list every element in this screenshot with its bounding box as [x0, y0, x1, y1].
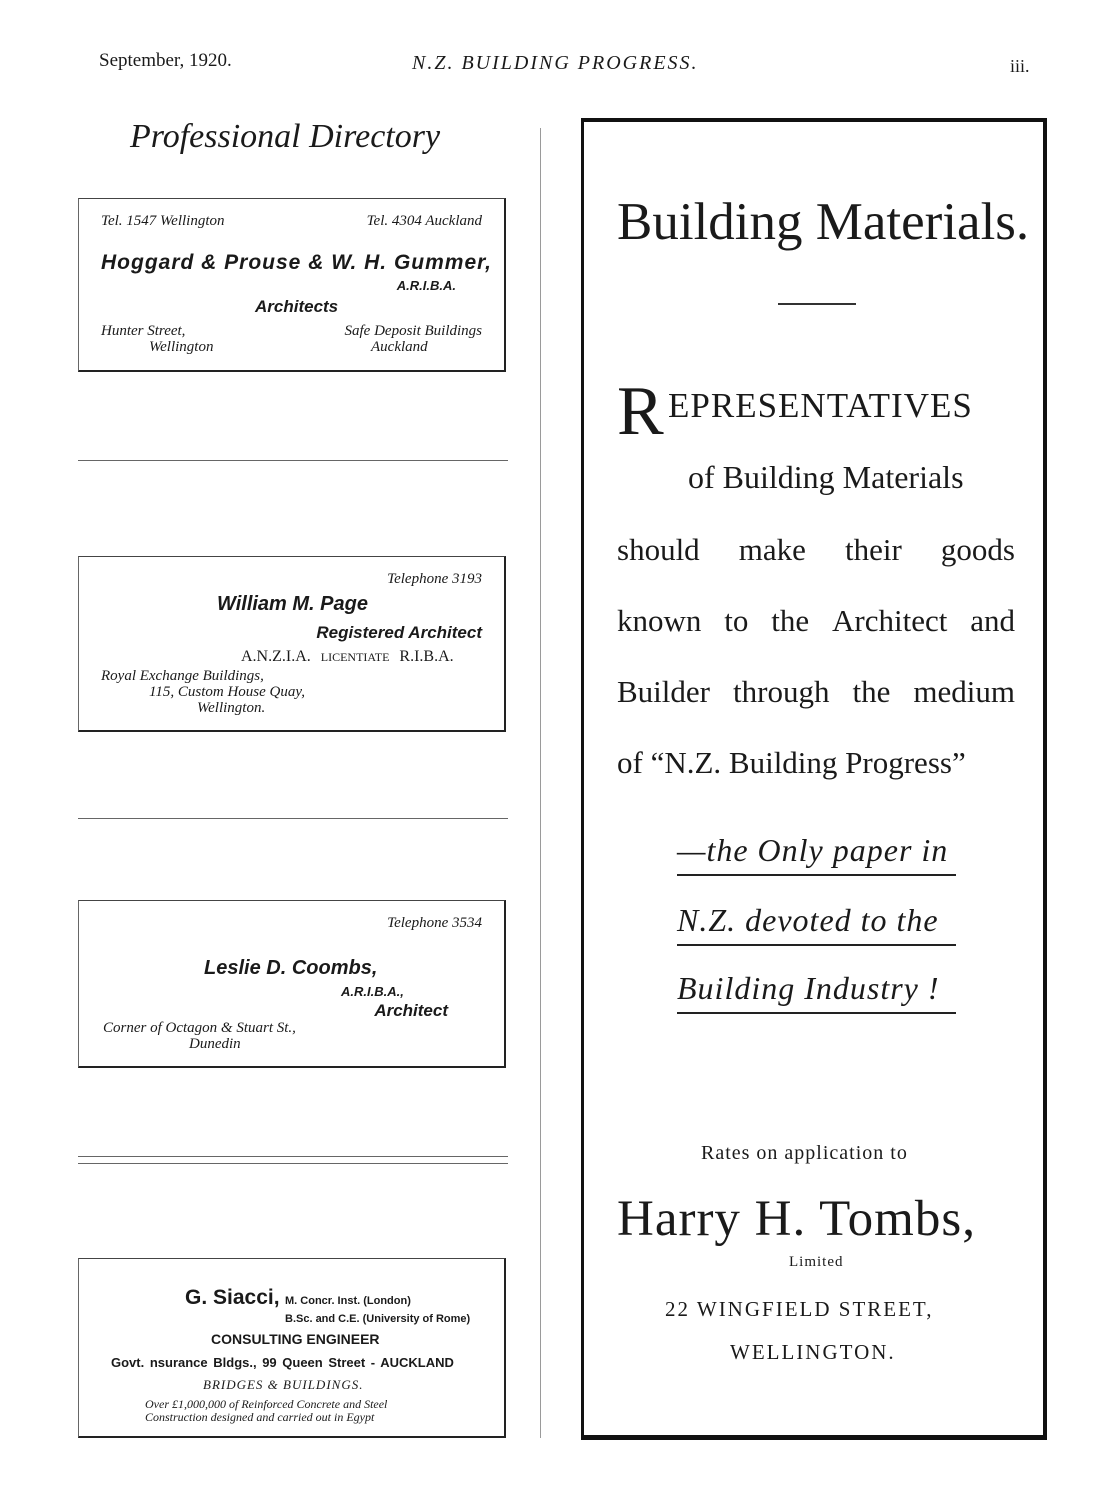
- directory-separator: [78, 460, 508, 461]
- entry-qualification: A.R.I.B.A.: [396, 278, 456, 293]
- advert-word: their: [845, 532, 902, 567]
- advert-word: and: [970, 603, 1015, 638]
- advert-word: should: [617, 532, 700, 567]
- qual-licentiate: LICENTIATE: [320, 650, 390, 664]
- advert-line: EPRESENTATIVES: [668, 386, 973, 425]
- advert-line: [617, 532, 1015, 568]
- advert-drop-cap: R: [617, 373, 664, 450]
- advert-line: of Building Materials: [688, 459, 964, 495]
- directory-entry-coombs: [78, 900, 506, 1068]
- advert-word: to: [724, 603, 749, 638]
- directory-entry-siacci: [78, 1258, 506, 1438]
- column-divider: [540, 128, 541, 1438]
- entry-qualifications: [241, 648, 454, 666]
- entry-role: CONSULTING ENGINEER: [211, 1331, 380, 1347]
- directory-separator: [78, 1163, 508, 1164]
- advert-rates: Rates on application to: [701, 1142, 908, 1164]
- directory-title: Professional Directory: [130, 118, 441, 155]
- advert-word: known: [617, 603, 702, 638]
- advert-word: make: [738, 532, 806, 567]
- entry-telephone: Telephone 3534: [387, 915, 482, 931]
- entry-note: Construction designed and carried out in Egypt: [145, 1410, 375, 1424]
- entry-tel-wellington: Tel. 1547 Wellington: [101, 213, 225, 229]
- advert-line: [617, 603, 1015, 639]
- directory-separator: [78, 1156, 508, 1157]
- entry-address-line: Royal Exchange Buildings,: [101, 668, 264, 684]
- entry-telephone: Telephone 3193: [387, 571, 482, 587]
- entry-address-line: Wellington: [149, 339, 214, 355]
- tagline-underline: [677, 874, 956, 876]
- advert-address: WELLINGTON.: [730, 1340, 896, 1364]
- qual-riba: R.I.B.A.: [399, 648, 454, 665]
- entry-qualification: B.Sc. and C.E. (University of Rome): [285, 1313, 471, 1325]
- advert-word: the: [852, 674, 891, 709]
- advert-line: of “N.Z. Building Progress”: [617, 745, 966, 780]
- entry-address-line: Corner of Octagon & Stuart St.,: [103, 1020, 296, 1036]
- entry-role: Architect: [374, 1001, 448, 1020]
- entry-address-line: Hunter Street,: [101, 323, 186, 339]
- entry-specialty: BRIDGES & BUILDINGS.: [203, 1377, 364, 1392]
- entry-qualification: A.R.I.B.A.,: [341, 984, 404, 999]
- advert-company-suffix: Limited: [789, 1254, 844, 1270]
- directory-entry-hoggard: [78, 198, 506, 372]
- advert-word: goods: [940, 532, 1015, 567]
- entry-name: G. Siacci,: [185, 1286, 280, 1309]
- advert-tagline: —the Only paper in: [677, 832, 949, 868]
- header-page-number: iii.: [1010, 56, 1030, 76]
- advert-box: [581, 118, 1047, 1440]
- directory-separator: [78, 818, 508, 819]
- qual-anzia: A.N.Z.I.A.: [241, 648, 311, 665]
- advert-tagline: N.Z. devoted to the: [677, 902, 939, 938]
- entry-role: Architects: [255, 297, 339, 316]
- entry-address-line: Safe Deposit Buildings: [344, 323, 482, 339]
- entry-address-line: Auckland: [371, 339, 428, 355]
- advert-tagline: Building Industry !: [677, 970, 940, 1006]
- advert-word: Builder: [617, 674, 710, 709]
- advert-line: [617, 674, 1015, 710]
- entry-address-line: 115, Custom House Quay,: [149, 684, 305, 700]
- header-publication: N.Z. BUILDING PROGRESS.: [412, 52, 699, 74]
- directory-entry-page: [78, 556, 506, 732]
- entry-name: Leslie D. Coombs,: [204, 957, 378, 979]
- advert-company: Harry H. Tombs,: [617, 1191, 976, 1247]
- tagline-underline: [677, 1012, 956, 1014]
- entry-name: William M. Page: [217, 593, 368, 615]
- advert-word: Architect: [832, 603, 948, 638]
- entry-address: Govt. nsurance Bldgs., 99 Queen Street - AUCKLAND: [111, 1355, 454, 1370]
- entry-role: Registered Architect: [316, 623, 482, 642]
- entry-address-line: Wellington.: [197, 700, 266, 716]
- tagline-underline: [677, 944, 956, 946]
- advert-heading: Building Materials.: [617, 193, 1030, 251]
- entry-qualification: M. Concr. Inst. (London): [285, 1295, 411, 1307]
- entry-name: Hoggard & Prouse & W. H. Gummer,: [101, 251, 492, 274]
- entry-tel-auckland: Tel. 4304 Auckland: [366, 213, 482, 229]
- advert-word: through: [733, 674, 830, 709]
- advert-word: the: [771, 603, 810, 638]
- advert-address: 22 WINGFIELD STREET,: [665, 1297, 934, 1321]
- advert-word: medium: [913, 674, 1015, 709]
- entry-note: Over £1,000,000 of Reinforced Concrete and Steel: [145, 1397, 388, 1411]
- advert-rule: [778, 303, 856, 305]
- header-date: September, 1920.: [99, 50, 232, 71]
- entry-address-line: Dunedin: [189, 1036, 241, 1052]
